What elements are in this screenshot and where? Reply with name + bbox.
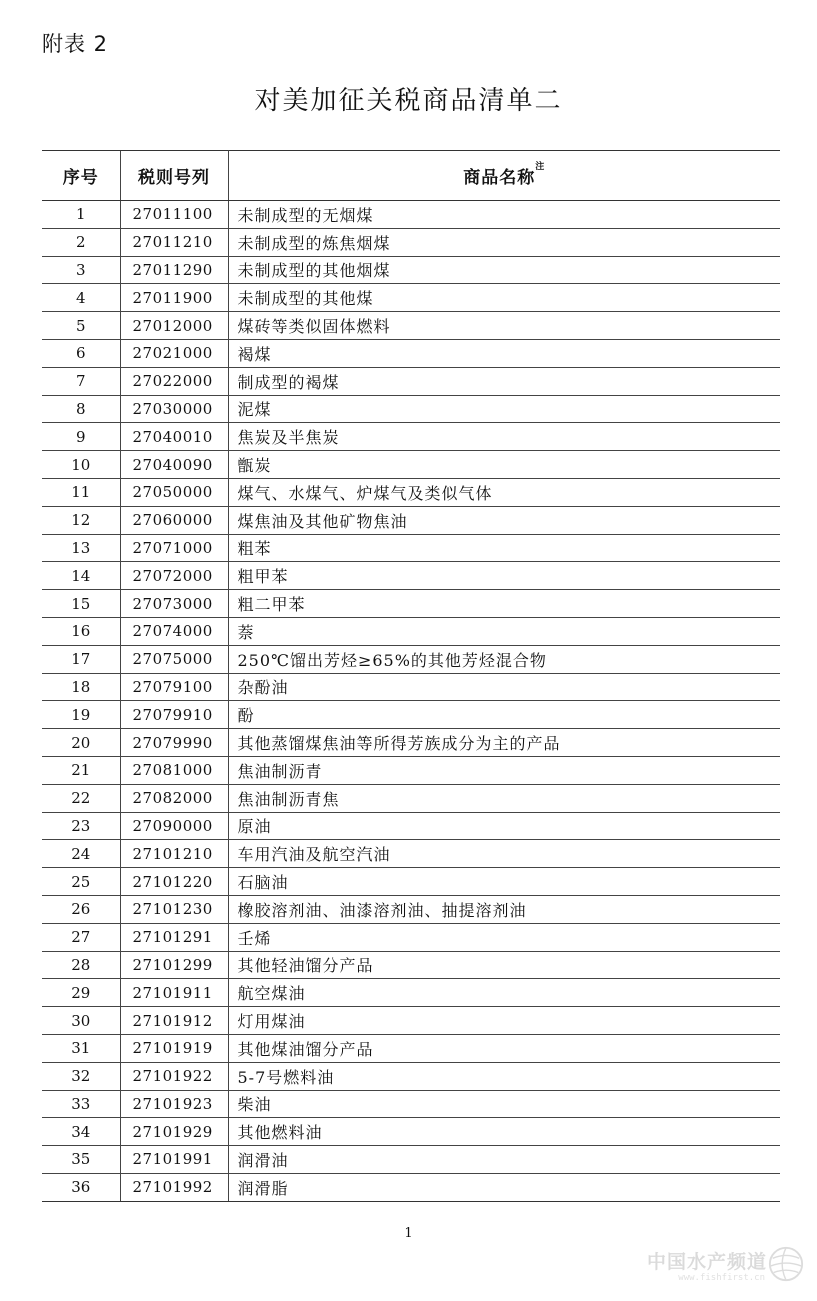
serial-no-cell: 15 <box>42 590 120 618</box>
tariff-code-cell: 27101912 <box>120 1007 228 1035</box>
tariff-code-cell: 27101230 <box>120 895 228 923</box>
serial-no-cell: 6 <box>42 339 120 367</box>
product-name-cell: 车用汽油及航空汽油 <box>228 840 780 868</box>
watermark-url: www.fishfirst.cn <box>678 1273 765 1283</box>
serial-no-cell: 9 <box>42 423 120 451</box>
product-name-cell: 煤砖等类似固体燃料 <box>228 312 780 340</box>
serial-no-cell: 17 <box>42 645 120 673</box>
table-row <box>42 812 780 840</box>
product-name-cell: 其他轻油馏分产品 <box>228 951 780 979</box>
serial-no-cell: 18 <box>42 673 120 701</box>
tariff-code-cell: 27011900 <box>120 284 228 312</box>
product-name-cell: 其他燃料油 <box>228 1118 780 1146</box>
table-row <box>42 840 780 868</box>
product-name-cell: 壬烯 <box>228 923 780 951</box>
tariff-code-cell: 27075000 <box>120 645 228 673</box>
table-row <box>42 506 780 534</box>
product-name-cell: 焦油制沥青 <box>228 756 780 784</box>
product-name-cell: 润滑油 <box>228 1146 780 1174</box>
product-name-cell: 粗苯 <box>228 534 780 562</box>
product-name-cell: 泥煤 <box>228 395 780 423</box>
product-name-cell: 未制成型的无烟煤 <box>228 201 780 229</box>
tariff-code-cell: 27012000 <box>120 312 228 340</box>
serial-no-cell: 34 <box>42 1118 120 1146</box>
serial-no-cell: 30 <box>42 1007 120 1035</box>
table-header-row <box>42 151 780 201</box>
serial-no-cell: 3 <box>42 256 120 284</box>
globe-logo-icon <box>767 1245 805 1283</box>
serial-no-cell: 12 <box>42 506 120 534</box>
serial-no-cell: 33 <box>42 1090 120 1118</box>
product-name-cell: 其他蒸馏煤焦油等所得芳族成分为主的产品 <box>228 729 780 757</box>
product-name-cell: 润滑脂 <box>228 1173 780 1201</box>
footnote-marker: 注 <box>535 162 546 172</box>
tariff-code-cell: 27101992 <box>120 1173 228 1201</box>
product-name-cell: 5-7号燃料油 <box>228 1062 780 1090</box>
product-name-cell: 柴油 <box>228 1090 780 1118</box>
tariff-code-cell: 27101220 <box>120 868 228 896</box>
table-row <box>42 979 780 1007</box>
tariff-code-cell: 27011100 <box>120 201 228 229</box>
page-number: 1 <box>404 1226 413 1241</box>
table-row <box>42 423 780 451</box>
column-header-tariff-code: 税则号列 <box>120 151 228 201</box>
serial-no-cell: 19 <box>42 701 120 729</box>
tariff-code-cell: 27072000 <box>120 562 228 590</box>
table-row <box>42 617 780 645</box>
serial-no-cell: 36 <box>42 1173 120 1201</box>
table-row <box>42 1173 780 1201</box>
product-name-cell: 焦炭及半焦炭 <box>228 423 780 451</box>
product-name-cell: 酚 <box>228 701 780 729</box>
serial-no-cell: 24 <box>42 840 120 868</box>
tariff-code-cell: 27101991 <box>120 1146 228 1174</box>
document-title: 对美加征关税商品清单二 <box>254 86 563 116</box>
tariff-code-cell: 27074000 <box>120 617 228 645</box>
tariff-list-table <box>42 150 780 1202</box>
serial-no-cell: 8 <box>42 395 120 423</box>
serial-no-cell: 4 <box>42 284 120 312</box>
tariff-code-cell: 27071000 <box>120 534 228 562</box>
tariff-code-cell: 27040090 <box>120 451 228 479</box>
product-name-cell: 未制成型的炼焦烟煤 <box>228 228 780 256</box>
tariff-code-cell: 27101922 <box>120 1062 228 1090</box>
serial-no-cell: 1 <box>42 201 120 229</box>
serial-no-cell: 29 <box>42 979 120 1007</box>
table-row <box>42 1118 780 1146</box>
serial-no-cell: 27 <box>42 923 120 951</box>
serial-no-cell: 10 <box>42 451 120 479</box>
serial-no-cell: 23 <box>42 812 120 840</box>
tariff-code-cell: 27101299 <box>120 951 228 979</box>
tariff-code-cell: 27050000 <box>120 478 228 506</box>
table-row <box>42 1062 780 1090</box>
product-name-cell: 煤焦油及其他矿物焦油 <box>228 506 780 534</box>
tariff-code-cell: 27021000 <box>120 339 228 367</box>
table-row <box>42 756 780 784</box>
serial-no-cell: 7 <box>42 367 120 395</box>
table-row <box>42 895 780 923</box>
serial-no-cell: 13 <box>42 534 120 562</box>
tariff-code-cell: 27101291 <box>120 923 228 951</box>
product-name-cell: 萘 <box>228 617 780 645</box>
tariff-code-cell: 27101923 <box>120 1090 228 1118</box>
table-row <box>42 367 780 395</box>
tariff-code-cell: 27040010 <box>120 423 228 451</box>
tariff-code-cell: 27090000 <box>120 812 228 840</box>
serial-no-cell: 2 <box>42 228 120 256</box>
serial-no-cell: 22 <box>42 784 120 812</box>
tariff-code-cell: 27030000 <box>120 395 228 423</box>
product-name-cell: 灯用煤油 <box>228 1007 780 1035</box>
table-row <box>42 201 780 229</box>
product-name-cell: 橡胶溶剂油、油漆溶剂油、抽提溶剂油 <box>228 895 780 923</box>
tariff-code-cell: 27060000 <box>120 506 228 534</box>
table-row <box>42 868 780 896</box>
tariff-code-cell: 27011210 <box>120 228 228 256</box>
table-row <box>42 1007 780 1035</box>
attachment-label: 附表 2 <box>42 32 109 56</box>
table-row <box>42 673 780 701</box>
table-row <box>42 951 780 979</box>
product-name-cell: 其他煤油馏分产品 <box>228 1034 780 1062</box>
tariff-code-cell: 27101929 <box>120 1118 228 1146</box>
table-row <box>42 395 780 423</box>
tariff-code-cell: 27101210 <box>120 840 228 868</box>
table-row <box>42 451 780 479</box>
table-row <box>42 339 780 367</box>
table-row <box>42 478 780 506</box>
product-name-cell: 原油 <box>228 812 780 840</box>
serial-no-cell: 11 <box>42 478 120 506</box>
product-name-cell: 航空煤油 <box>228 979 780 1007</box>
product-name-cell: 制成型的褐煤 <box>228 367 780 395</box>
product-name-cell: 煤气、水煤气、炉煤气及类似气体 <box>228 478 780 506</box>
table-row <box>42 228 780 256</box>
product-name-cell: 粗二甲苯 <box>228 590 780 618</box>
column-header-serial-no: 序号 <box>42 151 120 201</box>
tariff-code-cell: 27022000 <box>120 367 228 395</box>
tariff-code-cell: 27101919 <box>120 1034 228 1062</box>
column-header-product-name <box>228 151 780 201</box>
serial-no-cell: 35 <box>42 1146 120 1174</box>
watermark-text: 中国水产频道 <box>646 1251 767 1273</box>
tariff-code-cell: 27073000 <box>120 590 228 618</box>
serial-no-cell: 5 <box>42 312 120 340</box>
table-row <box>42 645 780 673</box>
table-body <box>42 201 780 1202</box>
product-name-cell: 焦油制沥青焦 <box>228 784 780 812</box>
serial-no-cell: 21 <box>42 756 120 784</box>
product-name-cell: 未制成型的其他烟煤 <box>228 256 780 284</box>
table-row <box>42 1146 780 1174</box>
tariff-code-cell: 27079990 <box>120 729 228 757</box>
table-row <box>42 534 780 562</box>
tariff-code-cell: 27081000 <box>120 756 228 784</box>
table-row <box>42 312 780 340</box>
tariff-code-cell: 27011290 <box>120 256 228 284</box>
table-row <box>42 729 780 757</box>
table-row <box>42 590 780 618</box>
product-name-cell: 石脑油 <box>228 868 780 896</box>
watermark <box>627 1241 807 1293</box>
table-row <box>42 784 780 812</box>
column-header-product-name-label: 商品名称 <box>463 168 536 188</box>
table-header <box>42 151 780 201</box>
table-row <box>42 701 780 729</box>
product-name-cell: 未制成型的其他煤 <box>228 284 780 312</box>
product-name-cell: 粗甲苯 <box>228 562 780 590</box>
serial-no-cell: 14 <box>42 562 120 590</box>
serial-no-cell: 25 <box>42 868 120 896</box>
serial-no-cell: 28 <box>42 951 120 979</box>
serial-no-cell: 20 <box>42 729 120 757</box>
product-name-cell: 杂酚油 <box>228 673 780 701</box>
serial-no-cell: 16 <box>42 617 120 645</box>
product-name-cell: 250℃馏出芳烃≥65%的其他芳烃混合物 <box>228 645 780 673</box>
serial-no-cell: 31 <box>42 1034 120 1062</box>
tariff-code-cell: 27079100 <box>120 673 228 701</box>
product-name-cell: 褐煤 <box>228 339 780 367</box>
table-row <box>42 1090 780 1118</box>
table-row <box>42 284 780 312</box>
serial-no-cell: 32 <box>42 1062 120 1090</box>
serial-no-cell: 26 <box>42 895 120 923</box>
table-row <box>42 256 780 284</box>
tariff-code-cell: 27101911 <box>120 979 228 1007</box>
tariff-code-cell: 27082000 <box>120 784 228 812</box>
table-row <box>42 923 780 951</box>
table-row <box>42 562 780 590</box>
table-row <box>42 1034 780 1062</box>
product-name-cell: 甑炭 <box>228 451 780 479</box>
tariff-code-cell: 27079910 <box>120 701 228 729</box>
